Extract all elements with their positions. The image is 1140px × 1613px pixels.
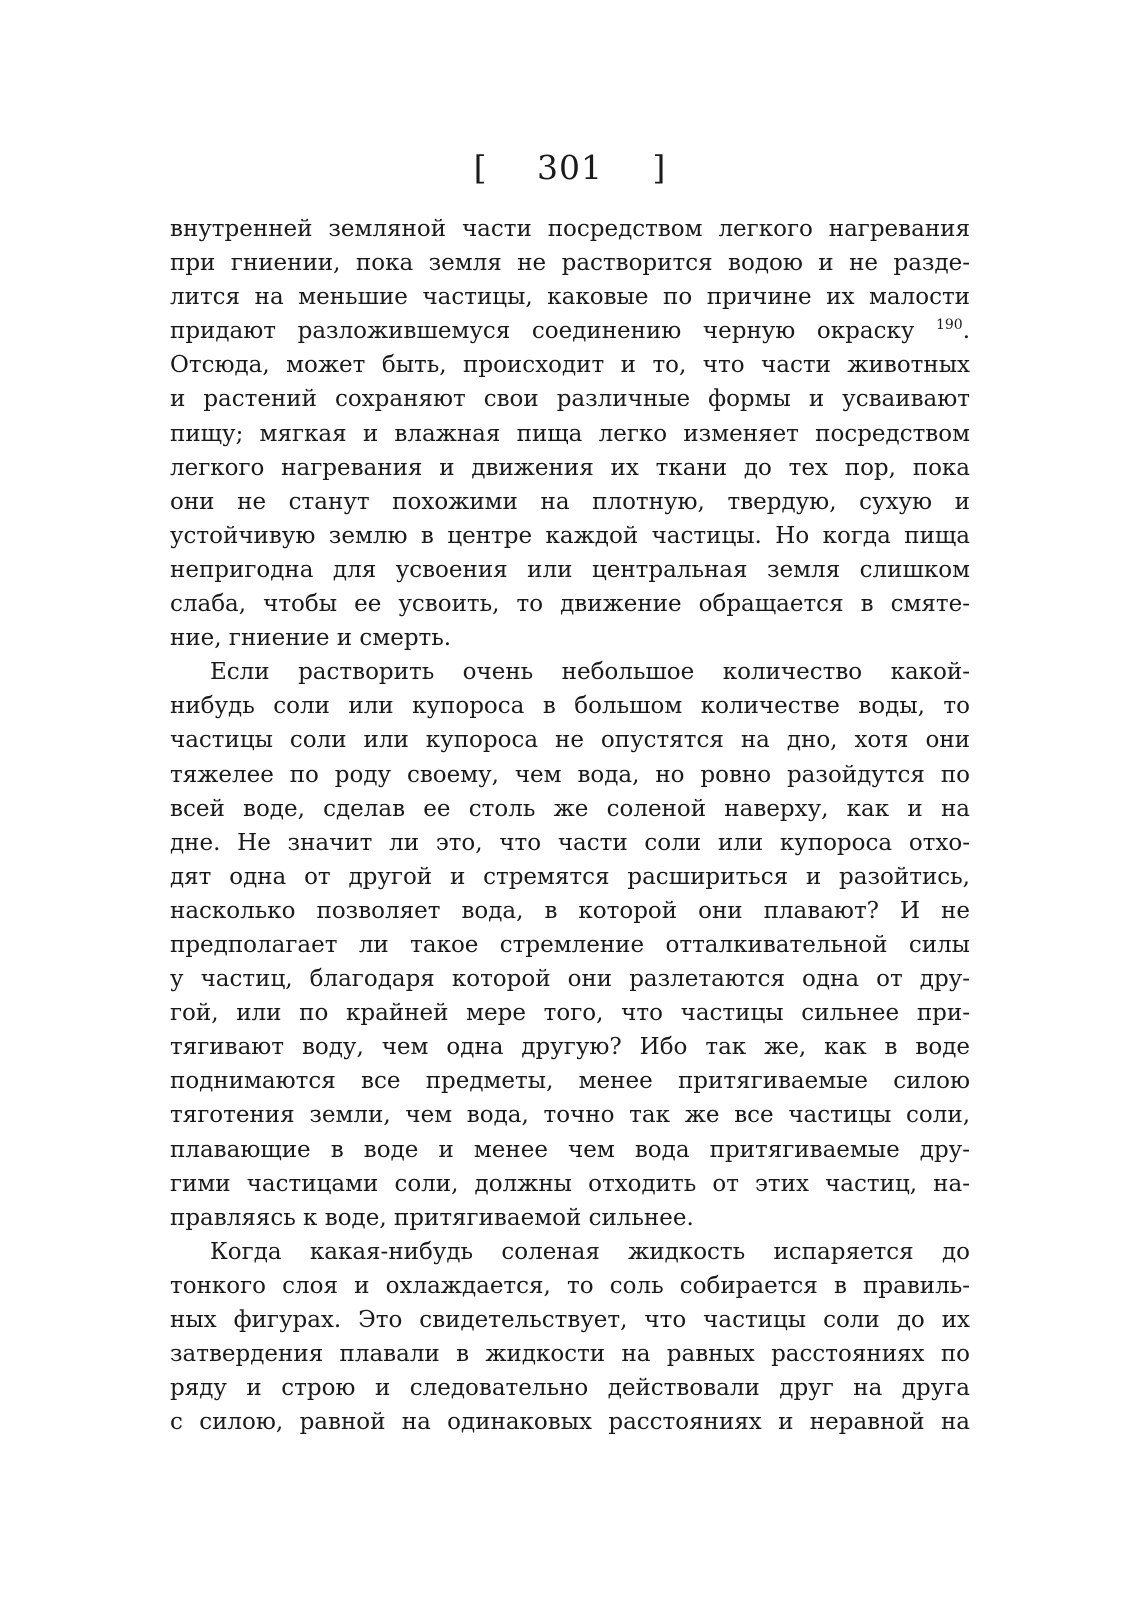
text-line: с силою, равной на одинаковых расстояниях и неравной на [170,1409,970,1436]
text-line: легкого нагревания и движения их ткани до тех пор, пока [170,454,970,481]
text-line: дят одна от другой и стремятся расшириться и разойтись, [170,863,970,890]
text-line: они не станут похожими на плотную, твердую, сухую и [170,488,970,515]
text-line: поднимаются все предметы, менее притягиваемые силою [170,1068,970,1095]
open-bracket: [ [473,148,488,187]
footnote-suffix: . [962,318,971,345]
text-line: Если растворить очень небольшое количество какой- [210,659,970,686]
text-line: тяготения земли, чем вода, точно так же все частицы соли, [170,1102,970,1129]
page-number: 301 [537,148,603,187]
text-line: ных фигурах. Это свидетельствует, что частицы соли до их [170,1307,970,1333]
text-line: насколько позволяет вода, в которой они плавают? И не [170,897,970,924]
close-bracket: ] [652,148,667,187]
text-line: нибудь соли или купороса в большом количестве воды, то [170,693,970,720]
text-line: у частиц, благодаря которой они разлетаются одна от дру- [170,966,970,993]
footnote-reference: 190 [935,317,963,334]
text-line: непригодна для усвоения или центральная земля слишком [170,556,970,583]
body-text [170,212,970,1439]
text-line: Когда какая-нибудь соленая жидкость испаряется до [210,1238,970,1265]
text-line: ряду и строю и следовательно действовали друг на друга [170,1375,970,1402]
text-line: всей воде, сделав ее столь же соленой наверху, как и на [170,795,970,822]
text-line: частицы соли или купороса не опустятся на дно, хотя они [170,727,970,754]
text-line: и растений сохраняют свои различные формы и усваивают [170,386,970,413]
text-line: тяжелее по роду своему, чем вода, но ровно разойдутся по [170,761,970,788]
text-line: затвердения плавали в жидкости на равных расстояниях по [170,1341,970,1368]
text-line: гими частицами соли, должны отходить от этих частиц, на- [170,1170,970,1197]
text-line: гой, или по крайней мере того, что частицы сильнее при- [170,1000,970,1027]
text-line: при гниении, пока земля не растворится водою и не разде- [170,250,970,277]
text-line: устойчивую землю в центре каждой частицы. Но когда пища [170,522,970,549]
text-line: дне. Не значит ли это, что части соли или купороса отхо- [170,829,970,856]
text-line-with-footnote [170,314,970,348]
page-number-header [0,148,1140,187]
text-line: слаба, чтобы ее усвоить, то движение обращается в смяте- [170,591,970,618]
text-line: плавающие в воде и менее чем вода притягиваемые дру- [170,1136,970,1163]
text-line: пищу; мягкая и влажная пища легко изменяет посредством [170,420,970,447]
text-line: лится на меньшие частицы, каковые по причине их малости [170,284,970,311]
text-line: внутренней земляной части посредством легкого нагревания [170,216,970,242]
text-line: тонкого слоя и охлаждается, то соль собирается в правиль- [170,1272,970,1299]
text-line-content: придают разложившемуся соединению черную окраску [170,318,915,345]
text-line: ние, гниение и смерть. [170,625,452,652]
text-line: предполагает ли такое стремление отталкивательной силы [170,931,970,958]
text-line: Отсюда, может быть, происходит и то, что части животных [170,352,970,379]
text-line: правляясь к воде, притягиваемой сильнее. [170,1204,694,1231]
text-line: тягивают воду, чем одна другую? Ибо так же, как в воде [170,1034,970,1061]
